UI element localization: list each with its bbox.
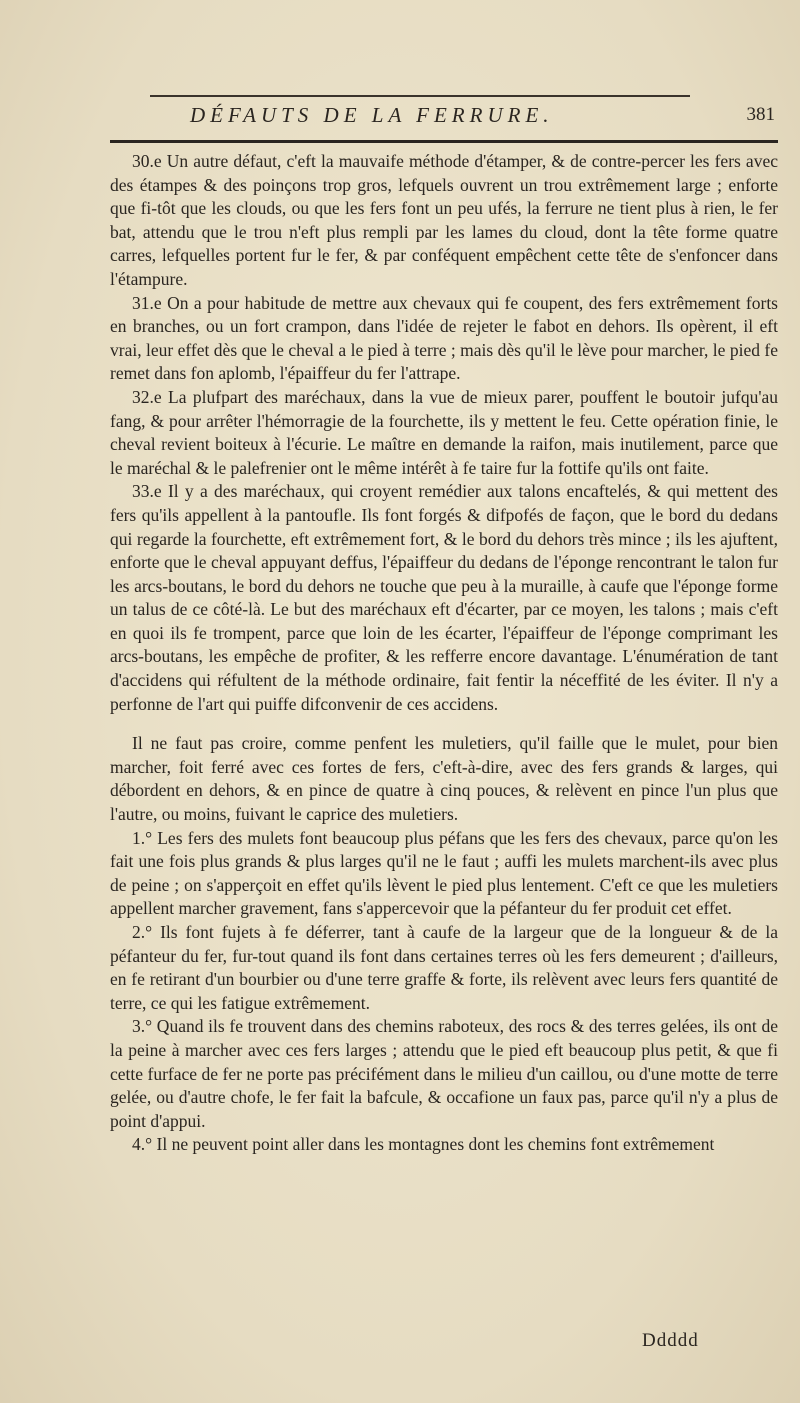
paragraph-mulets-2: 2.° Ils font fujets à fe déferrer, tant à caufe de la largeur que de la longueur & de la péfanteur du fer, fur-tout quand ils font dans certaines terres où les fers demeurent ; d'ailleurs, en fe retirant d'un bourbier ou d'une terre graffe & forte, ils relèvent avec leurs fers quantité de terre, ce qui les fatigue extrêmement. [110, 922, 778, 1013]
paragraph-mulets-3: 3.° Quand ils fe trouvent dans des chemins raboteux, des rocs & des terres gelées, ils ont de la peine à marcher avec ces fers larges ; attendu que le pied eft beaucoup plus petit, & que fi cette furface de fer ne porte pas précifément dans le milieu d'un caillou, ou d'une motte de terre gelée, ou d'autre chofe, le fer fait la bafcule, & occafione un faux pas, parce qu'il n'y a plus de point d'appui. [110, 1016, 778, 1131]
paragraph-33: 33.e Il y a des maréchaux, qui croyent remédier aux talons encaftelés, & qui mettent des fers qu'ils appellent à la pantoufle. Ils font forgés & difpofés de façon, que le bord du dedans qui regarde la fourchette, eft extrêmement fort, & le bord du dehors très mince ; ils les ajuftent, enforte que le cheval appuyant deffus, l'épaiffeur du dedans de l'éponge rencontrant le talon fur les arcs-boutans, le bord du dehors ne touche que peu à la muraille, à caufe que l'éponge forme un talus de ce côté-là. Le but des maréchaux eft d'écarter, par ce moyen, les talons ; mais c'eft en quoi ils fe trompent, parce que loin de les écarter, l'épaiffeur de l'éponge comprimant les arcs-boutans, les empêche de profiter, & les refferre encore davantage. L'énumération de tant d'accidens qui réfultent de la méthode ordinaire, fait fentir la néceffité de les éviter. Il n'y a perfonne de l'art qui puiffe difconvenir de ces accidens. [110, 481, 778, 714]
paragraph-31: 31.e On a pour habitude de mettre aux chevaux qui fe coupent, des fers extrêmement forts en branches, ou un fort crampon, dans l'idée de rejeter le fabot en dehors. Ils opèrent, il eft vrai, leur effet dès que le cheval a le pied à terre ; mais dès qu'il le lève pour marcher, le pied fe remet dans fon aplomb, l'épaiffeur du fer l'attrape. [110, 292, 778, 384]
paragraph-mulets-1: 1.° Les fers des mulets font beaucoup plus péfans que les fers des chevaux, parce qu'on les fait une fois plus grands & plus larges qu'il ne le faut ; auffi les mulets marchent-ils avec plus de peine ; on s'apperçoit en effet qu'ils lèvent le pied plus lentement. C'eft ce que les muletiers appellent marcher gravement, fans s'appercevoir que la péfanteur du fer produit cet effet. [110, 827, 778, 919]
paragraph-32: 32.e La plufpart des maréchaux, dans la vue de mieux parer, pouffent le boutoir jufqu'au fang, & pour arrêter l'hémorragie de la fourchette, ils y mettent le feu. Cette opération finie, le cheval revient boiteux à l'écurie. Le maître en demande la raifon, mais inutilement, parce que le maréchal & le palefrenier ont le même intérêt à fe taire fur la fottife qu'ils ont faite. [110, 386, 778, 478]
header-rule [110, 140, 778, 143]
body-text [110, 150, 778, 1157]
signature-mark: Ddddd [642, 1330, 699, 1351]
paragraph-30: 30.e Un autre défaut, c'eft la mauvaife méthode d'étamper, & de contre-percer les fers avec des étampes & des poinçons trop gros, lefquels ouvrent un trou extrêmement large ; enforte que fi-tôt que les clouds, ou que les fers font un peu ufés, la ferrure ne tient plus à rien, le fer bat, attendu que le trou n'eft plus rempli par les lames du cloud, dont la tête forme quatre carres, lefquelles portent fur le fer, & par conféquent empêchent cette tête de s'enfoncer dans l'étampure. [110, 151, 778, 289]
paragraph-mulets-4: 4.° Il ne peuvent point aller dans les montagnes dont les chemins font extrêmement [132, 1134, 715, 1155]
page-header [190, 103, 775, 135]
running-title: DÉFAUTS DE LA FERRURE. [190, 103, 554, 127]
paragraph-mulets-intro: Il ne faut pas croire, comme penfent les muletiers, qu'il faille que le mulet, pour bien marcher, foit ferré avec ces fortes de fers, c'eft-à-dire, avec des fers grands & larges, qui débordent en dehors, & en pince de quatre à cinq pouces, & relèvent en pince l'un plus que l'autre, ou moins, fuivant le caprice des muletiers. [110, 733, 778, 825]
page-number: 381 [746, 104, 775, 125]
top-rule [150, 95, 690, 97]
